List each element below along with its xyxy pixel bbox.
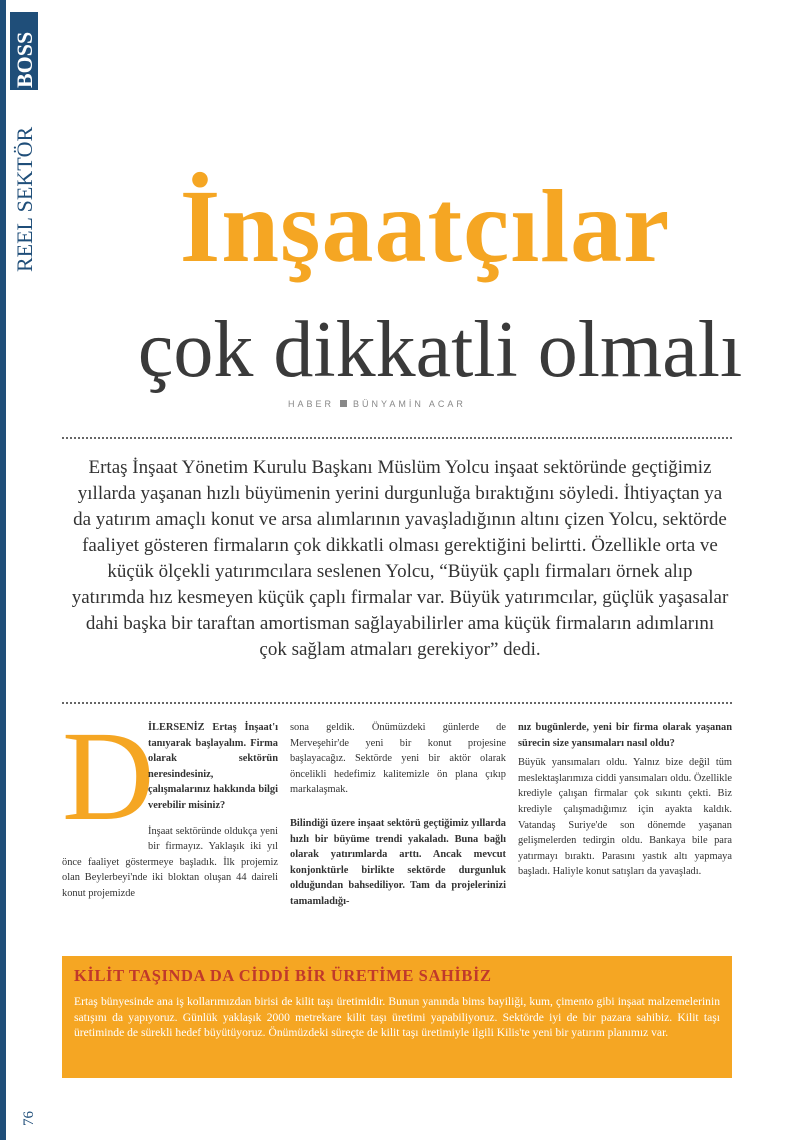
answer-1-part-2: sona geldik. Önümüzdeki günlerde de Merveşehir'de yeni bir konut projesine başlayacağız. Sektörde yeni bir aktör olarak öncelikli hedefimiz kalitemizle ön plana çıkıp markalaşmak. xyxy=(290,722,506,796)
highlight-box xyxy=(62,956,732,1078)
lead-paragraph: Ertaş İnşaat Yönetim Kurulu Başkanı Müslüm Yolcu inşaat sektöründe geçtiğimiz yıllarda yaşanan hızlı büyümenin yerini durgunluğa bıraktığını söyledi. İhtiyaçtan ya da yatırım amaçlı konut ve arsa alımlarının yavaşladığının altını çizen Yolcu, sektörde faaliyet gösteren firmaların çok dikkatli olması gerektiğini belirtti. Özellikle orta ve küçük ölçekli yatırımcılara seslenen Yolcu, “Büyük çaplı firmaları örnek alıp yatırımda hız kesmeyen küçük çaplı firmalar var. Büyük yatırımcılar, güçlük yaşasalar dahi başka bir taraftan amortisman sağlayabilirler ama küçük firmaların adımlarını çok sağlam atmaları gerekiyor” dedi. xyxy=(71,457,729,660)
section-label-text: REEL SEKTÖR xyxy=(12,126,37,272)
question-2-part-2: nız bugünlerde, yeni bir firma olarak yaşanan sürecin size yansımaları nasıl oldu? xyxy=(518,722,732,749)
page-number xyxy=(18,1090,38,1130)
body-column-1 xyxy=(62,705,278,912)
drop-cap: D xyxy=(62,705,155,847)
byline-author: BÜNYAMİN ACAR xyxy=(353,399,466,409)
article-subtitle: çok dikkatli olmalı xyxy=(137,306,743,394)
question-1: İLERSENİZ Ertaş İnşaat'ı tanıyarak başlayalım. Firma olarak sektörün neresindesiniz, çalışmalarınız hakkında bilgi verebilir misiniz? xyxy=(148,722,278,811)
page-number-text: 76 xyxy=(21,1111,37,1126)
highlight-box-title: KİLİT TAŞINDA DA CİDDİ BİR ÜRETİME SAHİBİZ xyxy=(74,966,492,985)
byline-type: HABER xyxy=(288,399,335,409)
body-column-2 xyxy=(290,720,506,920)
body-column-3 xyxy=(518,720,732,890)
highlight-box-text: Ertaş bünyesinde ana iş kollarımızdan birisi de kilit taşı üretimidir. Bunun yanında bims bayiliği, kum, çimento gibi inşaat malzemelerinin satışını da yapıyoruz. Günlük yaklaşık 2000 metrekare kilit taşı üretimi yapabiliyoruz. Sektörde iyi de bir pazara sahibiz. Kilit taşı üretiminde de sürekli hedef büyütüyoruz. Önümüzdeki süreçte de kilit taşı üretimiyle ilgili Kilis'te yeni bir yatırım planımız var. xyxy=(74,995,720,1040)
dotted-divider-top xyxy=(62,437,732,439)
dotted-divider-bottom xyxy=(62,702,732,704)
brand-text: BOSS xyxy=(12,31,37,88)
square-separator-icon xyxy=(340,400,347,407)
answer-1-part-1: İnşaat sektöründe oldukça yeni bir firmayız. Yaklaşık iki yıl önce faaliyet göstermeye başladık. İlk projemiz olan Beylerbeyi'nde iki bloktan oluşan 44 daireli konut projemizde xyxy=(62,825,278,899)
answer-2: Büyük yansımaları oldu. Yalnız bize değil tüm meslektaşlarımıza ciddi yansımaları oldu. Özellikle krediyle çalışan firmalar çok sıkıntı çekti. Biz krediyle çalışmadığımız için ayakta kaldık. Vatandaş Suriye'de son dönemde yaşanan gelişmelerden tedirgin oldu. Bankaya bile para yatırmayı bıraktı. Parasını yastık altı yapmaya başladı. Haliyle konut satışları da yavaşladı. xyxy=(518,757,732,878)
byline xyxy=(288,399,466,409)
article-title: İnşaatçılar xyxy=(179,169,671,284)
question-2-part-1: Bilindiği üzere inşaat sektörü geçtiğimiz yıllarda hızlı bir büyüme trendi yakaladı. Buna bağlı olarak yatırımlarda arttı. Ancak mevcut konjonktürle birlikte sektörde durgunluk olduğundan bahsediliyor. Tam da projelerinizi tamamladığı- xyxy=(290,817,506,907)
